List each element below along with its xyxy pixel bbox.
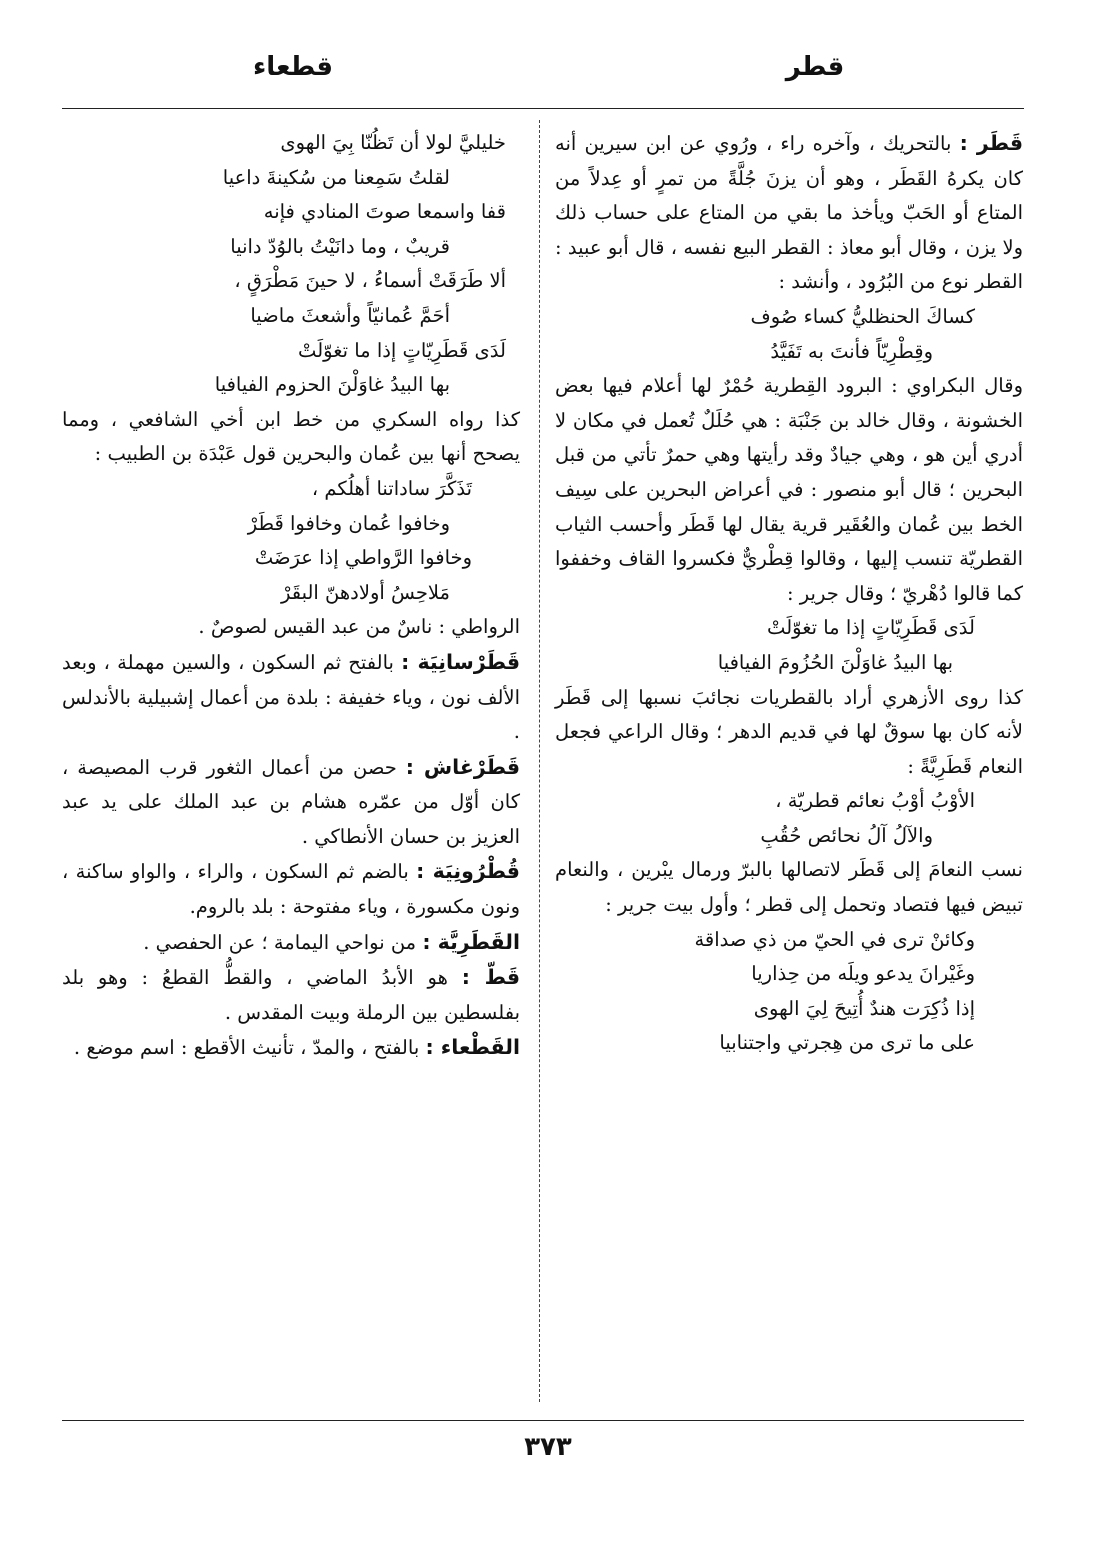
verse-line: وقِطْرِيّاً فأنتَ به تَفَيَّدُ xyxy=(770,339,933,363)
verse-line: خليليَّ لولا أن تَظُنّا بِيَ الهوى xyxy=(280,131,506,154)
left-column xyxy=(62,126,520,1066)
verse-line: أحَمَّ عُمانيّاً وأشعثَ ماضيا xyxy=(250,303,450,327)
verse-line: وكائنْ ترى في الحيّ من ذي صداقة xyxy=(694,927,975,951)
verse-line: الأوْبُ أوْبُ نعائم قطريّة ، xyxy=(775,789,975,813)
entry-qatt xyxy=(62,960,520,1030)
verse-line: على ما ترى من هِجرتي واجتنابيا xyxy=(719,1031,975,1055)
entry-qutruniya xyxy=(62,854,520,924)
paragraph: وقال البكراوي : البرود القِطرية حُمْرٌ لها أعلام فيها بعض الخشونة ، وقال خالد بن جَنْبَة : هي حُلَلٌ تُعمل في مكان لا أدري أين هو ، وهي جيادٌ وقد رأيتها وهي حمرٌ تأتي من قبل البحرين ؛ قال أبو منصور : في أعراض البحرين على سِيف الخط بين عُمان والعُقَير قرية يقال لها قَطَر وأحسب الثياب القطريّة تنسب إليها ، وقالوا قِطْريٌّ فكسروا القاف وخففوا كما قالوا دُهْريّ ؛ وقال جرير : xyxy=(555,374,1023,605)
verse-line: والآلُ آلُ نحائص حُقُبِ xyxy=(760,823,933,847)
headword-qatariya: القَطَرِيَّة : xyxy=(422,929,520,954)
entry-definition: بالفتح ، والمدّ ، تأنيث الأقطع : اسم موضع . xyxy=(73,1036,426,1060)
entry-qatariya xyxy=(62,925,520,961)
page-number: ٣٧٣ xyxy=(524,1432,572,1462)
entry-definition: هو الأبدُ الماضي ، والقطُّ القطعُ : وهو بلد بفلسطين بين الرملة وبيت المقدس . xyxy=(62,966,520,1024)
headword-qatarsaniya: قَطَرْسانِيَة : xyxy=(401,649,520,674)
entry-qatar xyxy=(555,126,1023,300)
entry-definition: بالضم ثم السكون ، والراء ، والواو ساكنة ، ونون مكسورة ، وياء مفتوحة : بلد بالروم. xyxy=(62,860,520,919)
entry-qatarsaniya xyxy=(62,645,520,750)
running-head-right: قطر xyxy=(785,52,845,82)
verse-line: قريبٌ ، وما دانَيْتُ بالوُدّ دانيا xyxy=(230,234,450,258)
headword-qutruniya: قُطْرُونِيَة : xyxy=(416,859,520,884)
verse-line: قفا واسمعا صوتَ المنادي فإنه xyxy=(263,200,506,224)
entry-definition: بالفتح ثم السكون ، والسين مهملة ، وبعد الألف نون ، وياء خفيفة : بلدة من أعمال إشبيلية بالأندلس . xyxy=(62,650,520,744)
headword-qatt: قَطّ : xyxy=(461,965,521,990)
verse-line: لَدَى قَطَرِيّاتٍ إذا ما تغوّلَتْ xyxy=(298,338,506,362)
paragraph: نسب النعامَ إلى قَطَر لاتصالها بالبرّ ورمال يبْرين ، والنعام تبيض فيها فتصاد وتحمل إلى قطر ؛ وأول بيت جرير : xyxy=(555,858,1023,917)
verse-line: وخافوا الرَّواطي إذا عرَضَتْ xyxy=(254,546,472,570)
verse-line: وغَيْرانَ يدعو ويلَه من حِذاريا xyxy=(751,962,975,986)
entry-qatar-definition: بالتحريك ، وآخره راء ، ورُوي عن ابن سيرين أنه كان يكرهُ القَطَر ، وهو أن يزنَ جُلَّةً من تمرٍ أو عِدلاً من المتاع أو الحَبّ ويأخذ ما بقي من المتاع على حساب ذلك ولا يزن ، وقال أبو معاذ : القطر البيع نفسه ، قال أبو عبيد : القطر نوع من البُرُود ، وأنشد : xyxy=(555,132,1023,294)
verse-line: مَلاحِسُ أولادهنّ البقَرْ xyxy=(280,580,450,604)
verse-line: لَدَى قَطَرِيّاتٍ إذا ما تغوّلَتْ xyxy=(767,616,975,640)
headword-qatarghash: قَطَرْغاش : xyxy=(405,754,521,779)
running-head-left: قطعاء xyxy=(252,52,334,82)
verse-line: كساكَ الحنظليُّ كساء صُوف xyxy=(750,304,975,328)
paragraph: كذا روى الأزهري أراد بالقطريات نجائبَ نسبها إلى قَطَر لأنه كان بها سوقٌ لها في قديم الدهر ؛ وقال الراعي فجعل النعام قَطَرِيَّةً : xyxy=(555,685,1023,778)
verse-line: تَذَكَّرَ ساداتنا أهلُكم ، xyxy=(311,476,472,500)
entry-qatarghash xyxy=(62,750,520,855)
verse-line: بها البيدُ غاوَلْنَ الحُزُومَ الفيافيا xyxy=(717,650,953,674)
right-column xyxy=(555,126,1023,1061)
bottom-rule xyxy=(62,1420,1024,1421)
headword-qatar: قَطَر : xyxy=(959,131,1024,155)
verse-line: ألا طَرَقَتْ أسماءُ ، لا حينَ مَطْرَقٍ ، xyxy=(234,269,506,293)
verse-line: بها البيدُ غاوَلْنَ الحزوم الفيافيا xyxy=(214,373,450,397)
verse-line: إذا ذُكِرَت هندٌ أُتِيحَ لِيَ الهوى xyxy=(753,996,975,1020)
column-divider xyxy=(539,120,540,1402)
verse-line: لقلتُ سَمِعنا من سُكينةَ داعيا xyxy=(222,165,450,189)
entry-definition: من نواحي اليمامة ؛ عن الحفصي . xyxy=(143,930,423,954)
headword-qatqa: القَطْعاء : xyxy=(425,1035,520,1060)
entry-definition: حصن من أعمال الثغور قرب المصيصة ، كان أوّل من عمّره هشام بن عبد الملك على يد عبد العزيز بن حسان الأنطاكي . xyxy=(62,755,520,848)
top-rule xyxy=(62,108,1024,109)
entry-qatqa xyxy=(62,1030,520,1066)
paragraph: كذا رواه السكري من خط ابن أخي الشافعي ، ومما يصحح أنها بين عُمان والبحرين قول عَبْدَة بن الطبيب : xyxy=(62,407,520,466)
verse-line: وخافوا عُمان وخافوا قَطَرْ xyxy=(247,511,450,535)
paragraph: الرواطي : ناسٌ من عبد القيس لصوصٌ . xyxy=(198,615,520,639)
